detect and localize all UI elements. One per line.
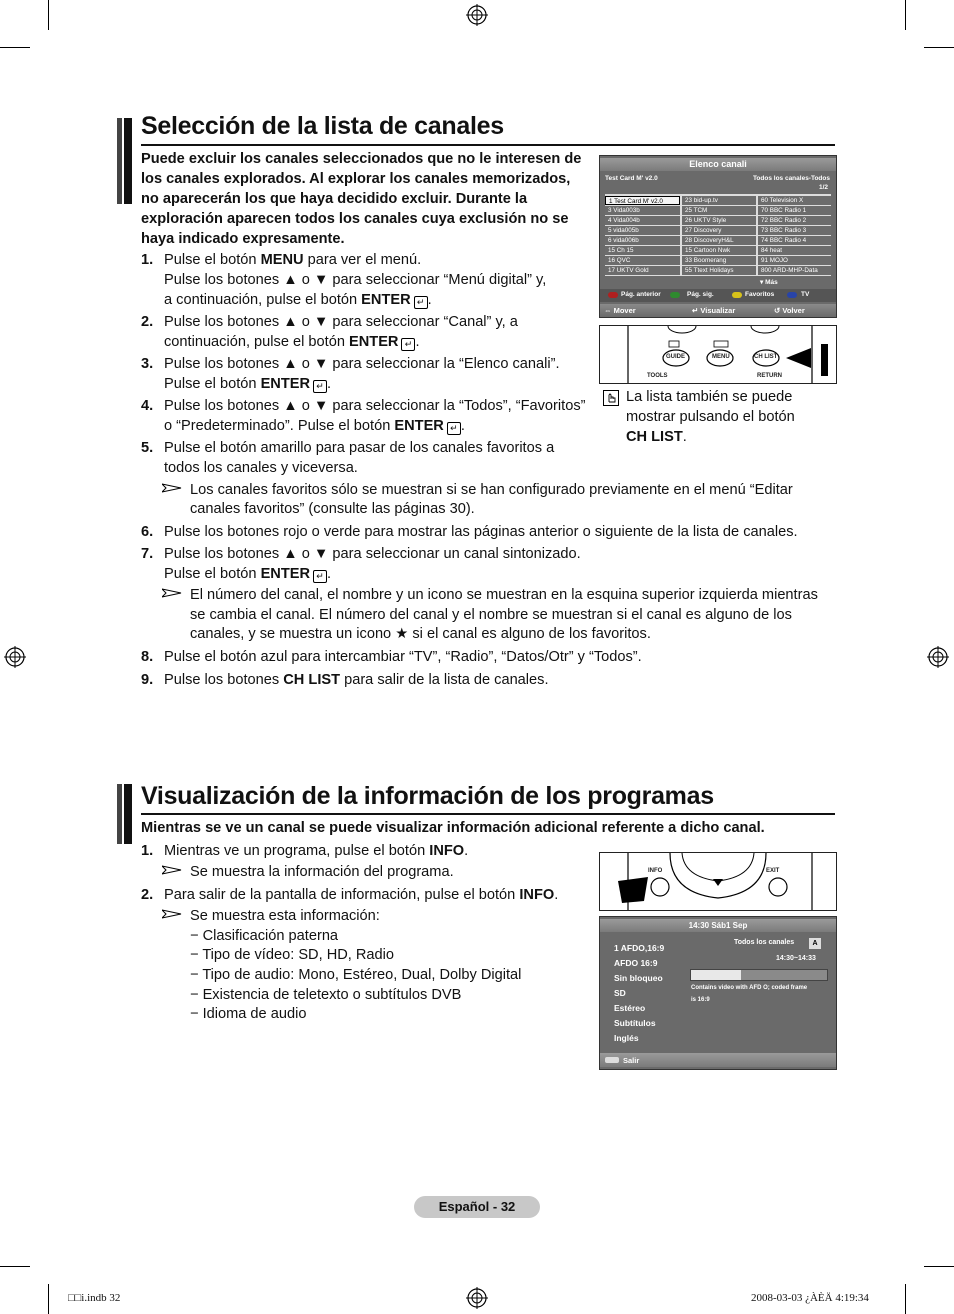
step-text: Pulse los botones ▲ o ▼ para seleccionar la “Todos”, “Favoritos” bbox=[164, 398, 586, 414]
channel-grid bbox=[605, 194, 831, 276]
registration-mark-icon bbox=[4, 646, 26, 668]
step-number: 6. bbox=[141, 524, 154, 540]
channel-item[interactable]: 74 BBC Radio 4 bbox=[758, 236, 831, 245]
intro-paragraph: Mientras se ve un canal se puede visualizar información adicional referente a dicho canal. bbox=[141, 820, 765, 836]
channel-item[interactable]: 25 TCM bbox=[682, 206, 756, 215]
note-arrow-icon bbox=[162, 483, 182, 493]
section-title: Selección de la lista de canales bbox=[141, 112, 504, 140]
channel-item[interactable]: 800 ARD-MHP-Data bbox=[758, 266, 831, 275]
info-list-item: − Tipo de vídeo: SD, HD, Radio bbox=[190, 947, 395, 963]
note-arrow-icon bbox=[162, 865, 182, 875]
enter-icon: ↵ bbox=[313, 570, 327, 583]
info-description: is 16:9 bbox=[691, 997, 710, 1003]
section-title: Visualización de la información de los programas bbox=[141, 782, 714, 810]
step-text: Pulse los botones ▲ o ▼ para seleccionar “Canal” y, a bbox=[164, 314, 518, 330]
info-time: 14:30 Sáb1 Sep bbox=[688, 921, 748, 930]
channel-item[interactable]: 91 MOJO bbox=[758, 256, 831, 265]
channel-item[interactable]: 6 vida006b bbox=[605, 236, 680, 245]
intro-line: no aparecerán los que haya decidido excluir. Durante la bbox=[141, 191, 528, 207]
intro-line: Puede excluir los canales seleccionados que no le interesen de bbox=[141, 151, 582, 167]
channel-item[interactable]: 15 Ch 15 bbox=[605, 246, 680, 255]
info-attribute: 1 AFDO,16:9 bbox=[614, 943, 665, 953]
step-text: o “Predeterminado”. Pulse el botón ENTER ↵ . bbox=[164, 418, 465, 434]
info-attribute: Estéreo bbox=[614, 1003, 646, 1013]
nav-back: ↺ Volver bbox=[774, 306, 805, 315]
channel-item[interactable]: 60 Television X bbox=[758, 196, 831, 205]
info-attribute: SD bbox=[614, 988, 626, 998]
channel-item[interactable]: 5 vida005b bbox=[605, 226, 680, 235]
channel-item[interactable]: 4 Vida004b bbox=[605, 216, 680, 225]
note-line: El número del canal, el nombre y un icono se muestran en la esquina superior izquierda mientras bbox=[190, 587, 818, 603]
note-line: canales favoritos” (consulte las páginas 30). bbox=[190, 501, 475, 517]
exit-key-icon bbox=[605, 1057, 619, 1063]
registration-mark-icon bbox=[927, 646, 949, 668]
enter-icon: ↵ bbox=[401, 338, 415, 351]
note-line: Se muestra la información del programa. bbox=[190, 864, 454, 880]
page-number-badge: Español - 32 bbox=[414, 1196, 540, 1218]
heading-bar bbox=[117, 784, 122, 844]
enter-icon: ↵ bbox=[313, 380, 327, 393]
step-number: 2. bbox=[141, 887, 154, 903]
step-text: Pulse el botón amarillo para pasar de los canales favoritos a bbox=[164, 440, 555, 456]
info-attribute: AFDO 16:9 bbox=[614, 958, 658, 968]
heading-rule bbox=[141, 813, 835, 815]
step-number: 5. bbox=[141, 440, 154, 456]
legend-item: TV bbox=[801, 291, 810, 298]
note-arrow-icon bbox=[162, 909, 182, 919]
legend-item: Favoritos bbox=[745, 291, 775, 298]
filter-label: Todos los canales-Todos bbox=[752, 175, 830, 182]
intro-line: haya indicado expresamente. bbox=[141, 231, 345, 247]
current-channel: Test Card M' v2.0 bbox=[605, 175, 658, 182]
remote-illustration bbox=[599, 325, 837, 384]
info-range: 14:30~14:33 bbox=[776, 955, 816, 962]
channel-item[interactable]: 28 DiscoveryH&L bbox=[682, 236, 756, 245]
channel-item[interactable]: 15 Cartoon Nwk bbox=[682, 246, 756, 255]
nav-move: ⇔ Mover bbox=[604, 306, 636, 315]
step-number: 9. bbox=[141, 672, 154, 688]
hand-note-icon bbox=[603, 390, 619, 406]
info-button-label: INFO bbox=[648, 868, 663, 874]
channel-item[interactable]: 1 Test Card M' v2.0 bbox=[605, 196, 680, 205]
channel-item[interactable]: 73 BBC Radio 3 bbox=[758, 226, 831, 235]
green-button-icon bbox=[670, 292, 680, 298]
step-text: Pulse los botones ▲ o ▼ para seleccionar la “Elenco canali”. bbox=[164, 356, 560, 372]
step-text: Pulse los botones CH LIST para salir de la lista de canales. bbox=[164, 672, 549, 688]
info-list-item: − Clasificación paterna bbox=[190, 928, 339, 944]
side-note-line: La lista también se puede bbox=[626, 389, 793, 405]
screen-header: Elenco canali bbox=[689, 159, 747, 169]
step-number: 8. bbox=[141, 649, 154, 665]
chlist-button-label: CH LIST bbox=[754, 354, 778, 360]
heading-bar bbox=[124, 784, 132, 844]
step-text: todos los canales y viceversa. bbox=[164, 460, 358, 476]
remote-drawing bbox=[600, 853, 836, 910]
note-line: se cambia el canal. El número del canal y el nombre se muestran si el canal es alguno de los bbox=[190, 607, 792, 623]
side-note-line: CH LIST. bbox=[626, 429, 687, 445]
info-list-item: − Idioma de audio bbox=[190, 1006, 307, 1022]
step-text: Mientras ve un programa, pulse el botón INFO. bbox=[164, 843, 469, 859]
page-indicator: 1/2 bbox=[818, 184, 828, 191]
heading-rule bbox=[141, 144, 835, 146]
more-label: ▾ Más bbox=[760, 279, 778, 286]
info-attribute: Subtítulos bbox=[614, 1018, 656, 1028]
channel-item[interactable]: 17 UKTV Gold bbox=[605, 266, 680, 275]
enter-icon: ↵ bbox=[414, 296, 428, 309]
progress-bar bbox=[690, 969, 828, 981]
info-description: Contains video with AFD O; coded frame bbox=[691, 985, 808, 991]
channel-item[interactable]: 72 BBC Radio 2 bbox=[758, 216, 831, 225]
info-badge: A bbox=[809, 938, 821, 949]
info-list-item: − Existencia de teletexto o subtítulos DVB bbox=[190, 987, 462, 1003]
note-line: Se muestra esta información: bbox=[190, 908, 380, 924]
footer-filename: □□i.indb 32 bbox=[68, 1292, 121, 1304]
intro-line: los canales explorados. Al explorar los canales memorizados, bbox=[141, 171, 571, 187]
step-number: 7. bbox=[141, 546, 154, 562]
info-attribute: Inglés bbox=[614, 1033, 639, 1043]
intro-line: exploración aparecen todos los canales cuya exclusión no se bbox=[141, 211, 569, 227]
enter-icon: ↵ bbox=[447, 422, 461, 435]
step-text: Pulse el botón ENTER ↵ . bbox=[164, 376, 332, 392]
nav-view: ↵ Visualizar bbox=[692, 306, 736, 315]
step-number: 4. bbox=[141, 398, 154, 414]
step-text: Para salir de la pantalla de información, pulse el botón INFO. bbox=[164, 887, 559, 903]
step-number: 3. bbox=[141, 356, 154, 372]
channel-item[interactable]: 55 Ttext Holidays bbox=[682, 266, 756, 275]
return-label: RETURN bbox=[757, 373, 782, 379]
step-number: 2. bbox=[141, 314, 154, 330]
note-arrow-icon bbox=[162, 588, 182, 598]
channel-item[interactable]: 16 QVC bbox=[605, 256, 680, 265]
step-number: 1. bbox=[141, 843, 154, 859]
channel-item[interactable]: 70 BBC Radio 1 bbox=[758, 206, 831, 215]
yellow-button-icon bbox=[732, 292, 742, 298]
channel-item[interactable]: 23 bid-up.tv bbox=[682, 196, 756, 205]
progress-fill bbox=[691, 970, 741, 980]
note-line: Los canales favoritos sólo se muestran si se han configurado previamente en el menú “Editar bbox=[190, 482, 793, 498]
footer-timestamp: 2008-03-03 ¿ÀÈÄ 4:19:34 bbox=[751, 1292, 869, 1304]
tools-label: TOOLS bbox=[647, 373, 668, 379]
program-info-screen bbox=[599, 916, 837, 1070]
channel-item[interactable]: 3 Vida003b bbox=[605, 206, 680, 215]
heading-bar bbox=[117, 118, 122, 204]
guide-button-label: GUIDE bbox=[666, 354, 686, 360]
remote-illustration bbox=[599, 852, 837, 911]
channel-item[interactable]: 26 UKTV Style bbox=[682, 216, 756, 225]
heading-bar bbox=[124, 118, 132, 204]
step-text: a continuación, pulse el botón ENTER ↵ . bbox=[164, 292, 432, 308]
menu-button-label: MENU bbox=[712, 354, 730, 360]
step-number: 1. bbox=[141, 252, 154, 268]
step-text: Pulse los botones rojo o verde para mostrar las páginas anterior o siguiente de la lista de canales. bbox=[164, 524, 798, 540]
step-text: continuación, pulse el botón ENTER ↵ . bbox=[164, 334, 420, 350]
registration-mark-icon bbox=[466, 1287, 488, 1309]
registration-mark-icon bbox=[466, 4, 488, 26]
exit-label: Salir bbox=[623, 1056, 640, 1065]
channel-item[interactable]: 27 Discovery bbox=[682, 226, 756, 235]
exit-button-label: EXIT bbox=[766, 868, 780, 874]
step-text: Pulse los botones ▲ o ▼ para seleccionar un canal sintonizado. bbox=[164, 546, 581, 562]
note-line: canales, y se muestra un icono ★ si el canal es alguno de los favoritos. bbox=[190, 626, 651, 642]
side-note-line: mostrar pulsando el botón bbox=[626, 409, 795, 425]
info-filter: Todos los canales bbox=[734, 939, 795, 946]
legend-item: Pág. sig. bbox=[687, 291, 714, 298]
step-text: Pulse los botones ▲ o ▼ para seleccionar “Menú digital” y, bbox=[164, 272, 547, 288]
step-text: Pulse el botón azul para intercambiar “TV”, “Radio”, “Datos/Otr” y “Todos”. bbox=[164, 649, 642, 665]
channel-item[interactable]: 84 heat bbox=[758, 246, 831, 255]
info-list-item: − Tipo de audio: Mono, Estéreo, Dual, Dolby Digital bbox=[190, 967, 522, 983]
step-text: Pulse el botón ENTER ↵ . bbox=[164, 566, 332, 582]
step-text: Pulse el botón MENU para ver el menú. bbox=[164, 252, 422, 268]
red-button-icon bbox=[608, 292, 618, 298]
info-attribute: Sin bloqueo bbox=[614, 973, 663, 983]
channel-item[interactable]: 33 Boomerang bbox=[682, 256, 756, 265]
legend-item: Pág. anterior bbox=[621, 291, 661, 298]
blue-button-icon bbox=[787, 292, 797, 298]
channel-list-screen bbox=[599, 155, 837, 318]
